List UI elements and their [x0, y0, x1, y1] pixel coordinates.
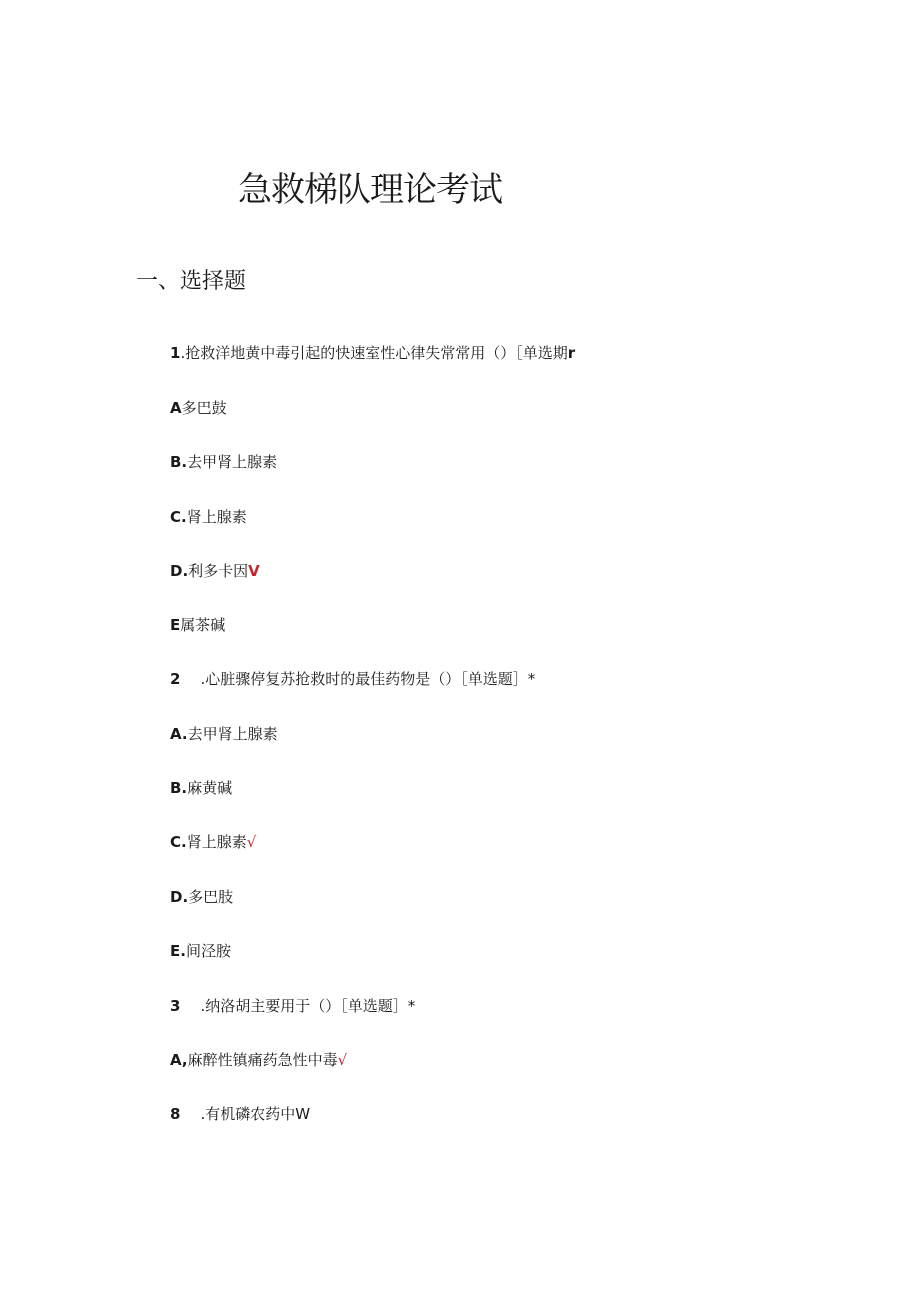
option-letter: C. — [170, 833, 187, 851]
option-letter: 8 — [170, 1105, 181, 1123]
option-1e — [170, 615, 225, 635]
option-text: 肾上腺素 — [186, 833, 247, 851]
option-letter: D. — [170, 562, 189, 580]
exam-title: 急救梯队理论考试 — [238, 170, 502, 210]
question-number: 1 — [170, 344, 181, 362]
question-number: 3 — [170, 997, 181, 1015]
option-2e — [170, 941, 231, 961]
option-3a — [170, 1050, 347, 1070]
question-text: .心脏骤停复苏抢救时的最佳药物是（）［单选题］* — [200, 670, 536, 688]
option-letter: A. — [170, 725, 188, 743]
question-suffix: r — [567, 344, 576, 362]
option-1d — [170, 561, 260, 581]
option-1a — [170, 398, 227, 418]
option-letter: A, — [170, 1051, 188, 1069]
option-letter: A — [170, 399, 182, 417]
option-letter: B. — [170, 453, 188, 471]
option-text: 属茶碱 — [180, 616, 226, 634]
option-1c — [170, 507, 247, 527]
option-text: 去甲肾上腺素 — [187, 453, 278, 471]
option-2b — [170, 778, 232, 798]
question-1 — [170, 343, 575, 363]
option-text: 多巴鼓 — [181, 399, 227, 417]
option-text: 麻黄碱 — [187, 779, 233, 797]
option-1b — [170, 452, 277, 472]
option-text: .有机磷农药中W — [200, 1105, 311, 1123]
question-3 — [170, 996, 415, 1016]
option-text: 麻醉性镇痛药急性中毒 — [187, 1051, 338, 1069]
question-2 — [170, 669, 535, 689]
question-number: 2 — [170, 670, 181, 688]
option-letter: E. — [170, 942, 186, 960]
option-text: 利多卡因 — [188, 562, 249, 580]
option-letter: D. — [170, 888, 189, 906]
option-text: 间泾胺 — [185, 942, 231, 960]
question-text: .纳洛胡主要用于（）［单选题］* — [200, 997, 416, 1015]
option-text: 多巴肢 — [188, 888, 234, 906]
option-text: 肾上腺素 — [186, 508, 247, 526]
option-3b — [170, 1104, 310, 1124]
option-letter: B. — [170, 779, 188, 797]
correct-mark: V — [248, 562, 260, 580]
option-letter: C. — [170, 508, 187, 526]
correct-mark: √ — [337, 1051, 348, 1069]
option-2a — [170, 724, 278, 744]
option-2d — [170, 887, 233, 907]
correct-mark: √ — [246, 833, 257, 851]
option-2c — [170, 832, 256, 852]
section-heading: 一、选择题 — [136, 269, 247, 294]
question-text: .抢救洋地黄中毒引起的快速室性心律失常常用（）［单选期 — [180, 344, 568, 362]
option-letter: E — [170, 616, 181, 634]
option-text: 去甲肾上腺素 — [187, 725, 278, 743]
